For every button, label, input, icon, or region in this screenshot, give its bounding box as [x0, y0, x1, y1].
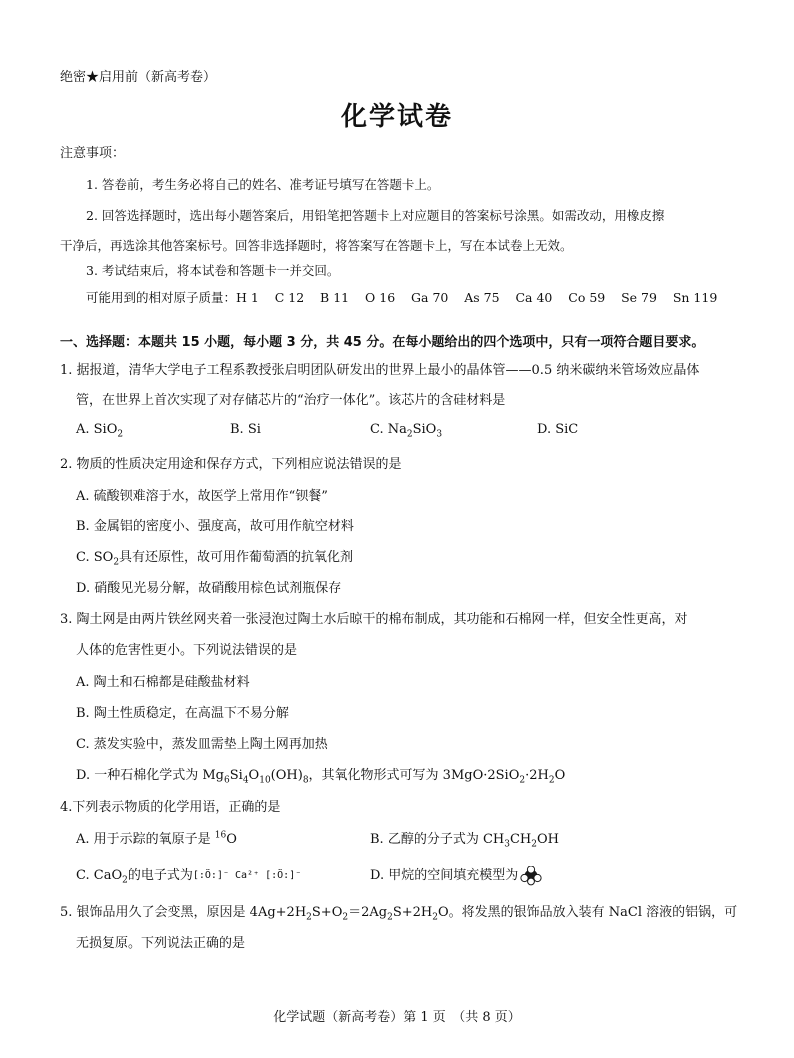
q4-option-c: C. CaO$_2$的电子式为[:Ö:]⁻ Ca²⁺ [:Ö:]⁻ [76, 868, 302, 886]
note-item-2a: 2. 回答选择题时，选出每小题答案后，用铅笔把答题卡上对应题目的答案标号涂黑。如需改动，用橡皮擦 [86, 208, 665, 223]
q2-option-b: B. 金属铝的密度小、强度高，故可用作航空材料 [76, 519, 354, 534]
q1-option-c: C. $Na_2SiO_3$ [370, 422, 443, 440]
cao2-electron-formula: [:Ö:]⁻ Ca²⁺ [:Ö:]⁻ [192, 870, 302, 881]
q2-option-a: A. 硫酸钡难溶于水，故医学上常用作“钡餐” [76, 489, 328, 504]
q2-option-c: C. $SO_2$具有还原性，故可用作葡萄酒的抗氧化剂 [76, 550, 354, 568]
q2-option-d: D. 硝酸见光易分解，故硝酸用棕色试剂瓶保存 [76, 581, 342, 596]
q3-option-d: D. 一种石棉化学式为 $Mg_6Si_4O_{10}(OH)_8$，其氧化物形式可写为 $3MgO\cdot 2SiO_2\cdot 2H_2O$ [76, 768, 566, 786]
q3-option-b: B. 陶土性质稳定，在高温下不易分解 [76, 706, 289, 721]
q1-option-d: D. SiC [537, 422, 579, 437]
q5-stem-line2: 无损复原。下列说法正确的是 [76, 936, 246, 951]
secret-mark: 绝密★启用前（新高考卷） [60, 70, 217, 85]
q3-option-c: C. 蒸发实验中，蒸发皿需垫上陶土网再加热 [76, 737, 328, 752]
section-heading: 一、选择题：本题共 15 小题，每小题 3 分，共 45 分。在每小题给出的四个选项中，只有一项符合题目要求。 [60, 335, 705, 350]
q2-stem: 2. 物质的性质决定用途和保存方式，下列相应说法错误的是 [60, 457, 402, 472]
q4-option-b: B. 乙醇的分子式为 $CH_3CH_2OH$ [370, 832, 559, 850]
q4-stem: 4.下列表示物质的化学用语，正确的是 [60, 800, 281, 815]
note-item-2b: 干净后，再选涂其他答案标号。回答非选择题时，将答案写在答题卡上，写在本试卷上无效。 [60, 238, 573, 253]
q3-stem-line1: 3. 陶土网是由两片铁丝网夹着一张浸泡过陶土水后晾干的棉布制成，其功能和石棉网一样，但安全性更高，对 [60, 612, 688, 627]
note-item-1: 1. 答卷前，考生务必将自己的姓名、准考证号填写在答题卡上。 [86, 177, 440, 192]
q4-option-d: D. 甲烷的空间填充模型为 [370, 864, 542, 886]
methane-space-filling-model-icon [520, 866, 542, 886]
q1-stem-line1: 1. 据报道，清华大学电子工程系教授张启明团队研发出的世界上最小的晶体管——0.5 纳米碳纳米管场效应晶体 [60, 363, 700, 378]
page-title: 化学试卷 [340, 102, 453, 132]
notes-heading: 注意事项： [60, 146, 126, 161]
page-footer: 化学试题（新高考卷）第 1 页 （共 8 页） [273, 1010, 521, 1025]
q3-option-a: A. 陶土和石棉都是硅酸盐材料 [76, 675, 250, 690]
note-item-3: 3. 考试结束后，将本试卷和答题卡一并交回。 [86, 263, 340, 278]
atomic-mass-line: 可能用到的相对原子质量：H 1 C 12 B 11 O 16 Ga 70 As 75 Ca 40 Co 59 Se 79 Sn 119 [86, 290, 718, 305]
q1-stem-line2: 管，在世界上首次实现了对存储芯片的“治疗一体化”。该芯片的含硅材料是 [76, 393, 506, 408]
q4-option-a: A. 用于示踪的氧原子是 $^{16}$O [76, 830, 237, 847]
q5-stem-line1: 5. 银饰品用久了会变黑，原因是 $4Ag+2H_2S+O_2=2Ag_2S+2H_2O$。将发黑的银饰品放入装有 NaCl 溶液的铝锅，可 [60, 905, 738, 923]
q1-option-b: B. Si [230, 422, 261, 437]
q3-stem-line2: 人体的危害性更小。下列说法错误的是 [76, 643, 298, 658]
q1-option-a: A. SiO$_2$ [76, 422, 124, 440]
